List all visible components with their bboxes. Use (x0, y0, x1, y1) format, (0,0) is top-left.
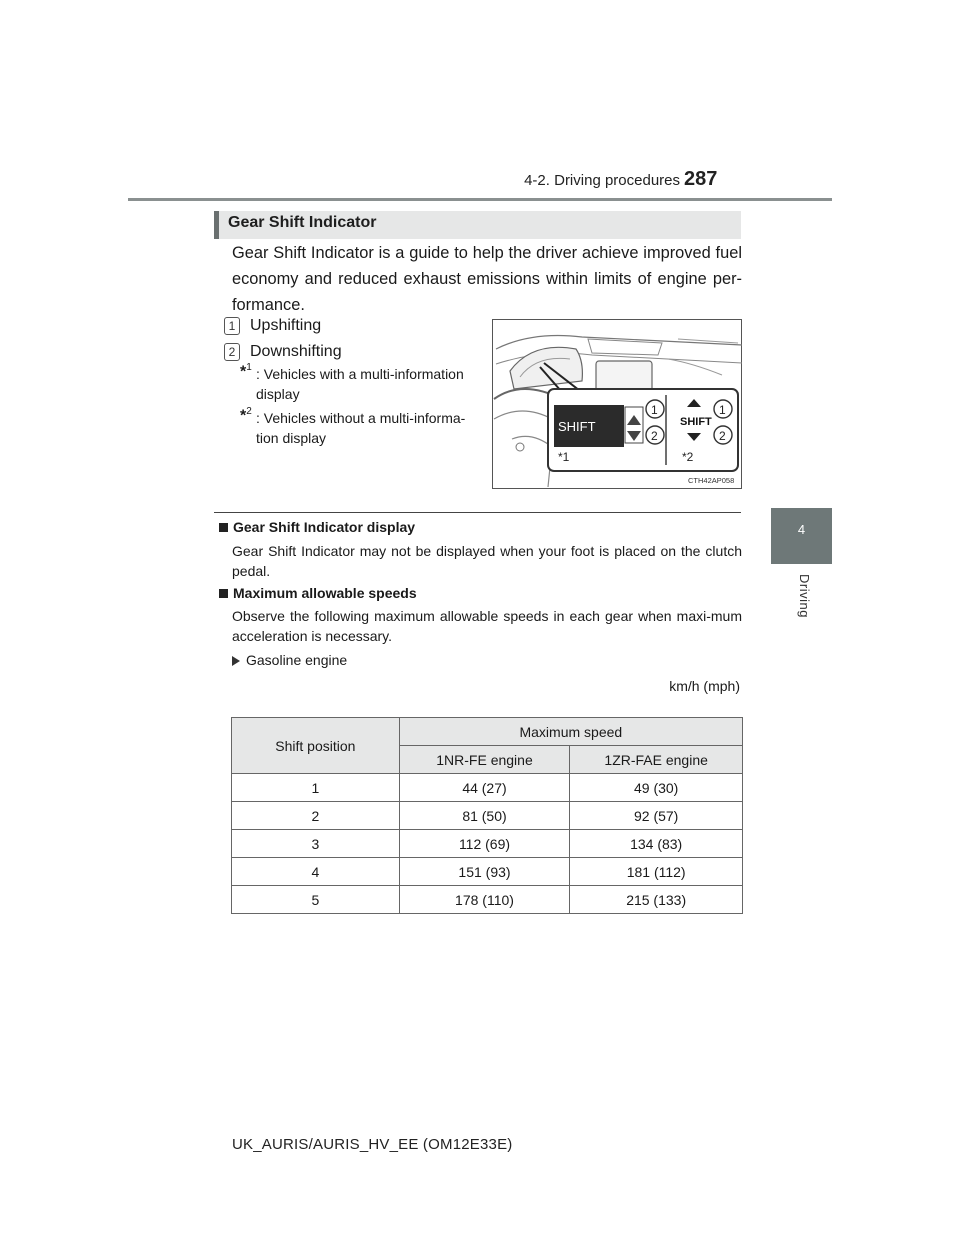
figure-star-1: *1 (558, 450, 570, 464)
note-2-marker (240, 406, 252, 425)
info-text-display: Gear Shift Indicator may not be displayed when your foot is placed on the clutch pedal. (232, 543, 742, 579)
intro-paragraph: Gear Shift Indicator is a guide to help the driver achieve improved fuel economy and reduced exhaust emissions within limits of engine per-formance. (232, 244, 742, 314)
page-number: 287 (684, 168, 718, 190)
figure-num-1a: 1 (651, 403, 658, 417)
list-item-downshifting: Downshifting (250, 343, 342, 360)
bullet-square-icon (219, 523, 228, 532)
gear-shift-indicator-figure (492, 319, 742, 489)
max-speed-table (231, 717, 743, 914)
note-1-sup: 1 (246, 362, 252, 373)
info-heading-max-speeds: Maximum allowable speeds (219, 585, 417, 601)
figure-num-2a: 2 (651, 429, 658, 443)
table-row: 2 81 (50) 92 (57) (232, 802, 743, 830)
figure-code: CTH42AP058 (688, 476, 735, 485)
shift-label-no-multi-info: SHIFT (680, 416, 712, 428)
header-section-title: 4-2. Driving procedures (524, 172, 680, 189)
section-title-accent (214, 211, 219, 239)
figure-num-2b: 2 (719, 429, 726, 443)
footer-model-code: UK_AURIS/AURIS_HV_EE (OM12E33E) (232, 1136, 513, 1153)
info-heading-display: Gear Shift Indicator display (219, 519, 415, 535)
sub-heading-gasoline: Gasoline engine (232, 652, 347, 668)
note-1-marker (240, 362, 252, 381)
chapter-number: 4 (797, 522, 806, 537)
note-1-text: : Vehicles with a multi-information display (256, 366, 464, 402)
col-header-1nr-fe: 1NR-FE engine (399, 746, 570, 774)
figure-num-1b: 1 (719, 403, 726, 417)
section-title: Gear Shift Indicator (228, 214, 377, 231)
list-number-2: 2 (224, 343, 240, 361)
table-row: 5 178 (110) 215 (133) (232, 886, 743, 914)
table-row: 4 151 (93) 181 (112) (232, 858, 743, 886)
dashboard-illustration (492, 319, 742, 489)
note-2-text: : Vehicles without a multi-informa-tion display (256, 410, 466, 446)
header-rule (128, 198, 832, 201)
table-row: 1 44 (27) 49 (30) (232, 774, 743, 802)
note-2-asterisk: * (240, 407, 247, 425)
note-1-asterisk: * (240, 363, 247, 381)
table-row: 3 112 (69) 134 (83) (232, 830, 743, 858)
list-item-upshifting: Upshifting (250, 317, 322, 334)
list-number-1: 1 (224, 317, 240, 335)
col-header-shift-position: Shift position (232, 718, 400, 774)
bullet-square-icon (219, 589, 228, 598)
shift-label-multi-info: SHIFT (558, 419, 596, 434)
col-header-maximum-speed: Maximum speed (399, 718, 742, 746)
unit-label: km/h (mph) (669, 678, 740, 694)
info-text-max-speeds: Observe the following maximum allowable speeds in each gear when maxi-mum acceleration is necessary. (232, 608, 742, 644)
note-2-sup: 2 (246, 406, 252, 417)
col-header-1zr-fae: 1ZR-FAE engine (570, 746, 743, 774)
section-separator (214, 512, 741, 513)
triangle-bullet-icon (232, 656, 240, 666)
figure-star-2: *2 (682, 450, 694, 464)
chapter-label: Driving (797, 574, 812, 618)
